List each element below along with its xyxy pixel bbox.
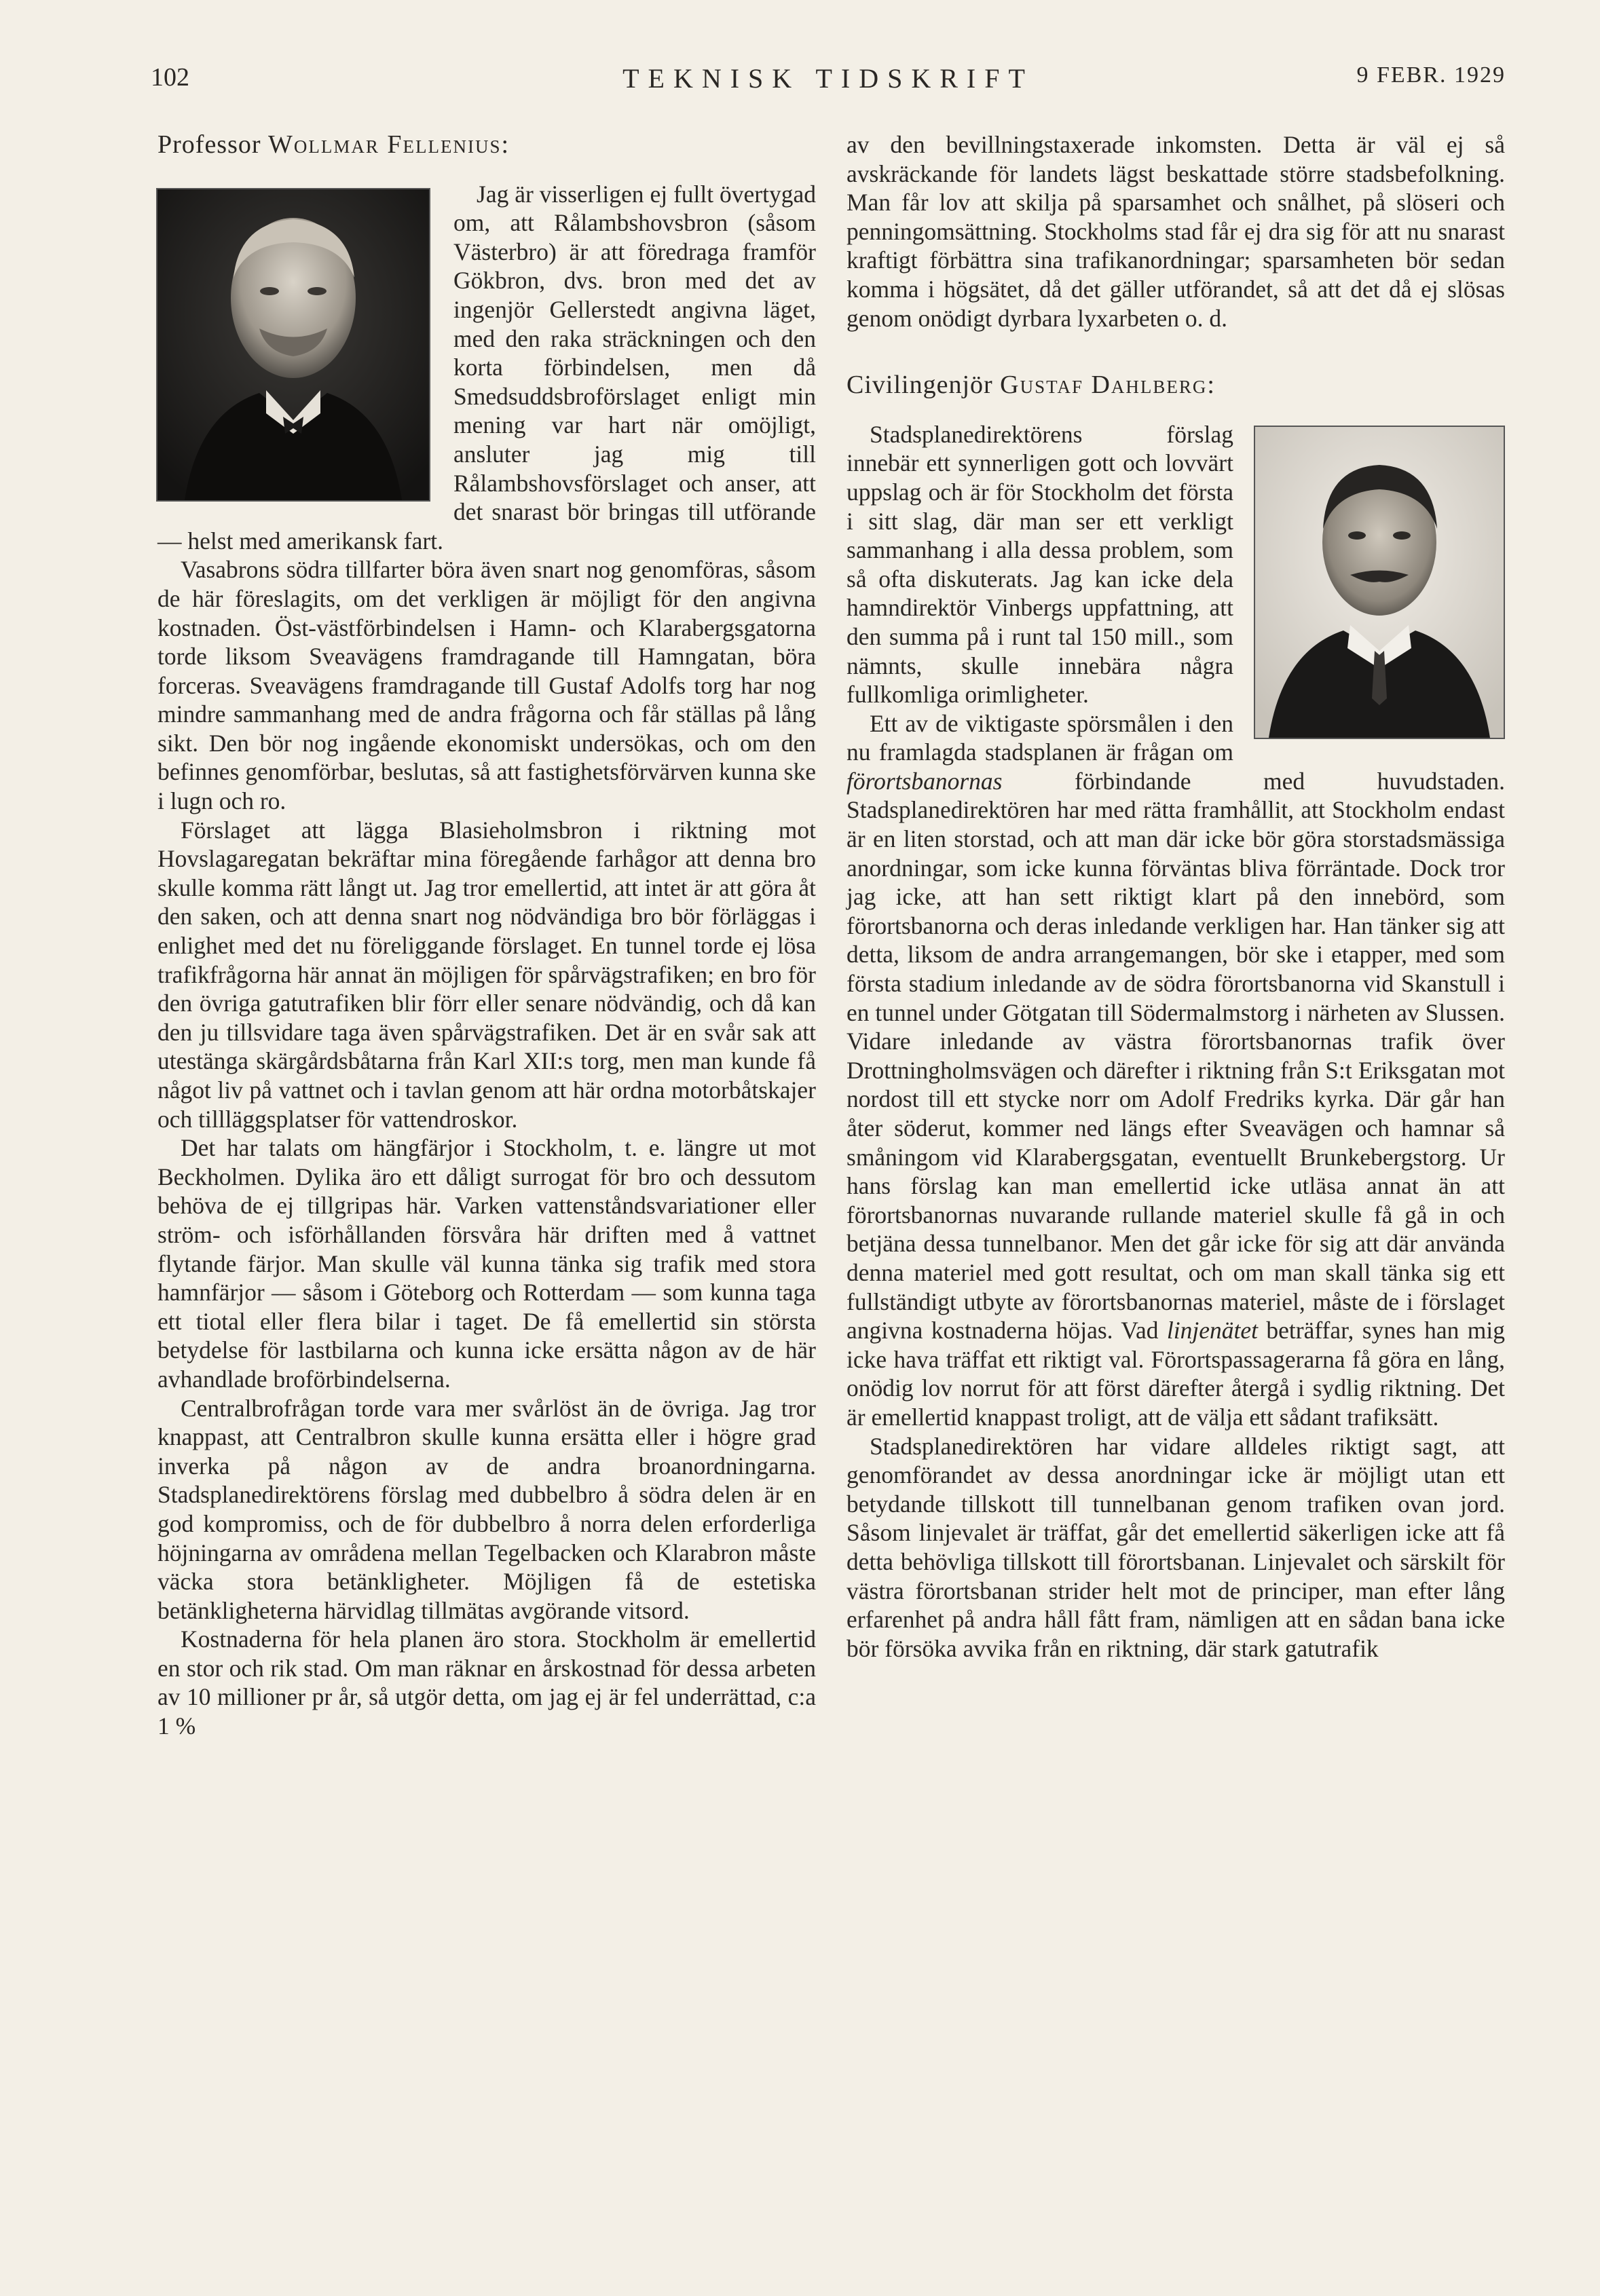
paragraph: Stadsplanedirektören har vidare alldeles riktigt sagt, att genomförandet av dessa anordningar icke är möjligt utan ett betydande tillskott till tunnelbanan genom trafiken ovan jord. Såsom linjevalet är träffat, går det emellertid säkerligen icke att få detta behövliga tillskott till förortsbanan. Linjevalet och särskilt för västra förortsbanan strider helt mot de principer, man efter lång erfarenhet på andra håll fått fram, nämligen att en sådan bana icke bör försöka avvika från en riktning, där stark gatutrafik bbox=[846, 1432, 1505, 1662]
portrait-photo-fellenius bbox=[156, 188, 430, 502]
speaker-name: Wollmar Fellenius: bbox=[268, 130, 510, 159]
paragraph: Stadsplanedirektörens förslag innebär ett synnerligen gott och lovvärt uppslag och är för Stockholm det första i sitt slag, där man ser ett verkligt sammanhang i alla dessa problem, som så ofta diskuterats. Jag kan icke dela hamndirektör Vinbergs uppfattning, att den summa på i runt tal 150 mill., som nämnts, skulle innebära några fullkomliga orimligheter. bbox=[846, 420, 1233, 709]
paragraph: Centralbrofrågan torde vara mer svårlöst än de övriga. Jag tror knappast, att Centralbron skulle kunna ersätta eller i högre grad inverka på någon av de andra broanordningarna. Stadsplanedirektörens förslag med dubbelbro å södra delen är en god kompromiss, och de för dubbelbro å norra delen erforderliga höjningarna av områdena mellan Tegelbacken och Klarabron måste väcka stora betänkligheter. Möjligen få de estetiska betänkligheterna härvidlag tillmätas avgörande vitsord. bbox=[157, 1394, 816, 1624]
issue-date: 9 FEBR. 1929 bbox=[1356, 62, 1506, 88]
right-column bbox=[846, 130, 1505, 1663]
speaker-name: Gustaf Dahlberg: bbox=[1000, 371, 1216, 400]
left-column bbox=[157, 130, 816, 1741]
journal-title: TEKNISK TIDSKRIFT bbox=[622, 63, 1034, 94]
paragraph: Vasabrons södra tillfarter böra även snart nog genomföras, såsom de här föreslagits, om det verkligen är möjligt för den angivna kostnaden. Öst-västförbindelsen i Hamn- och Klarabergsgatorna torde liksom Sveavägens framdragande till Hamngatan, böra forceras. Sveavägens framdragande till Gustaf Adolfs torg har nog mindre sammanhang med de andra frågorna och får ställas på lång sikt. Den bör nog ingående ekonomiskt undersökas, och om den befinnes genomförbar, beslutas, så att fastighetsförvärven kunna ske i lugn och ro. bbox=[157, 556, 816, 815]
speaker-heading-dahlberg bbox=[846, 371, 1505, 400]
speaker-heading-fellenius bbox=[157, 130, 816, 159]
paragraph: Ett av de viktigaste spörsmålen i den nu framlagda stadsplanen är frågan om förortsbanornas förbindande med huvudstaden. Stadsplanedirektören har med rätta framhållit, att Stockholm endast är en liten storstad, och att man där icke bör göra storstadsmässiga anordningar, som icke kunna förväntas bliva förräntade. Dock tror jag icke, att han sett riktigt klart på den innebörd, som förortsbanorna och deras inledande verkligen har. Han tänker sig att detta, liksom de andra arrangemangen, bör ske i etapper, med som första stadium inledande av de södra förortsbanorna vid Skanstull i en tunnel under Götgatan till Södermalmstorg i närheten av Slussen. Vidare inledande av västra förortsbanornas trafik över Drottningholmsvägen och därefter i riktning från S:t Eriksgatan mot nordost till ett stycke norr om Adolf Fredriks kyrka. Där går han åter söderut, kommer ned längs efter Sveavägen och hamnar så småningom vid Klarabergsgatan, eventuellt Brunkebergstorg. Ur hans förslag kan man emellertid icke utläsa annat än att förortsbanornas nuvarande rullande materiel skulle få gå in och betjäna dessa tunnelbanor. Men det går icke för sig att där använda denna materiel med gott resultat, och om man skall tänka sig ett fullständigt utbyte av förortsbanornas materiel, måste de i förslaget angivna kostnaderna höjas. Vad linjenätet beträffar, synes han mig icke hava träffat ett riktigt val. Förortspassagerarna få göra en lång, onödig lov norrut för att först därefter återgå i sydlig riktning. Det är emellertid knappast troligt, att de välja ett sådant trafiksätt. bbox=[846, 709, 1505, 1431]
paragraph: Kostnaderna för hela planen äro stora. Stockholm är emellertid en stor och rik stad. Om man räknar en årskostnad för dessa arbeten av 10 millioner pr år, så utgör detta, om jag ej är fel underrättad, c:a 1 % bbox=[157, 1625, 816, 1740]
portrait-photo-dahlberg bbox=[1254, 426, 1505, 739]
paragraph: Jag är visserligen ej fullt övertygad om, att Rålambshovsbron (såsom Västerbro) är att föredraga framför Gökbron, dvs. bron med det av ingenjör Gellerstedt angivna läget, med den raka sträckningen och den korta förbindelsen, men då Smedsuddsbroförslaget enligt min mening var hart när omöjligt, ansluter jag mig till Rålambshovsförslaget och anser, att det snarast bör bringas till utförande — helst med amerikansk fart. bbox=[157, 180, 816, 554]
page-number: 102 bbox=[151, 63, 189, 92]
portrait-image bbox=[157, 189, 429, 500]
portrait-image bbox=[1255, 427, 1504, 738]
paragraph: Förslaget att lägga Blasieholmsbron i riktning mot Hovslagaregatan bekräftar mina föregående farhågor att denna bro skulle komma rätt långt ut. Jag tror emellertid, att intet är att göra åt den saken, och att denna snart nog nödvändiga bro bör förläggas i enlighet med det nu föreliggande förslaget. En tunnel torde ej lösa trafikfrågorna här annat än möjligen för spårvägstrafiken; en bro för den övriga gatutrafiken blir förr eller senare nödvändig, och då kan den ju tillsvidare taga även spårvägstrafiken. Det är en svår sak att utestänga skärgårdsbåtarna från Karl XII:s torg, men man kunde få något liv på vattnet och i tavlan genom att här ordna motorbåtskajer och tillläggsplatser för vattendroskor. bbox=[157, 816, 816, 1133]
speaker-title: Professor bbox=[157, 130, 261, 159]
speaker-title: Civilingenjör bbox=[846, 371, 993, 400]
paragraph: Det har talats om hängfärjor i Stockholm, t. e. längre ut mot Beckholmen. Dylika äro ett dåligt surrogat för bro och dessutom behöva de ej tillgripas här. Varken vattenståndsvariationer eller ström- och isförhållanden försvåra här driften med å vattnet flytande färjor. Man skulle väl kunna tänka sig trafik med stora hamnfärjor — såsom i Göteborg och Rotterdam — som kunna taga ett tiotal eller flera bilar i taget. De få emellertid sin största betydelse för lastbilarna och kunna icke ersätta någon av de här avhandlade broförbindelserna. bbox=[157, 1134, 816, 1393]
paragraph-continued: av den bevillningstaxerade inkomsten. Detta är väl ej så avskräckande för landets lägst beskattade större stadsbefolkning. Man får lov att skilja på sparsamhet och snålhet, på slöseri och penningomsättning. Stockholms stad får ej dra sig för att nu snarast kraftigt förbättra sina trafikanordningar; sparsamheten bör sedan komma i högsätet, då det gäller utförandet, så att det då ej slösas genom onödigt dyrbara lyxarbeten o. d. bbox=[846, 131, 1505, 332]
page-header bbox=[151, 62, 1506, 103]
